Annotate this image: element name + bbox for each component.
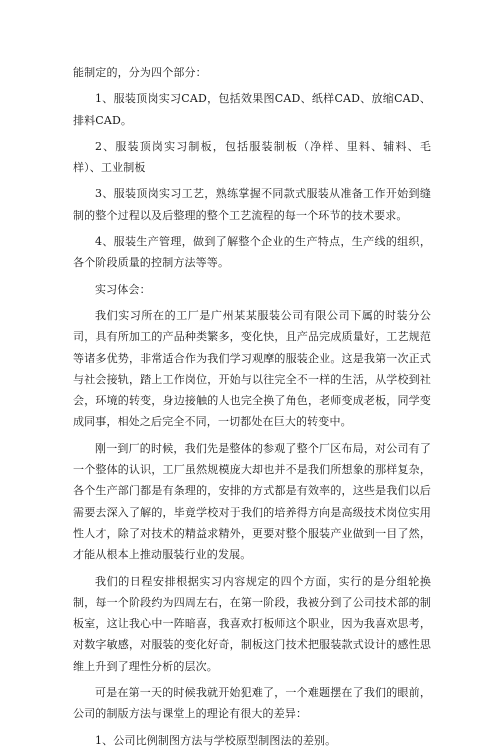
paragraph-schedule: 我们的日程安排根据实习内容规定的四个方面，实行的是分组轮换制，每一个阶段约为四周左右，在第一阶段，我被分到了公司技术部的制板室，这让我心中一阵暗喜，我喜欢打板师这个职业，因为我喜欢思考，对数字敏感，对服装的变化好奇，制板这门技术把服装款式设计的感性思维上升到了理性分析的层次。: [73, 574, 431, 673]
paragraph-item-management: 4、服装生产管理，做到了解整个企业的生产特点，生产线的组织，各个阶段质量的控制方法等等。: [73, 235, 431, 270]
paragraph-difference-1: 1、公司比例制图方法与学校原型制图法的差别。: [95, 733, 337, 747]
document-body: [73, 62, 431, 756]
paragraph-item-cad: 1、服装顶岗实习CAD，包括效果图CAD、纸样CAD、放缩CAD、排料CAD。: [73, 92, 431, 127]
paragraph-item-craft: 3、服装顶岗实习工艺，熟练掌握不同款式服装从准备工作开始到缝制的整个过程以及后整理的整个工艺流程的每一个环节的技术要求。: [73, 187, 431, 222]
paragraph-factory: 我们实习所在的工厂是广州某某服装公司有限公司下属的时装分公司，具有所加工的产品种类繁多，变化快，且产品完成质量好，工艺规范等诸多优势，非常适合作为我们学习观摩的服装企业。这是我第一次正式与社会接轨，踏上工作岗位，开始与以往完全不一样的生活，从学校到社会，环境的转变，身边接触的人也完全换了角色，老师变成老板，同学变成同事，相处之后完全不同，一切都处在巨大的转变中。: [73, 308, 431, 429]
paragraph-intro: 能制定的，分为四个部分：: [73, 66, 207, 79]
paragraph-difficulty: 可是在第一天的时候我就开始犯难了，一个难题摆在了我们的眼前，公司的制版方法与课堂上的理论有很大的差异：: [73, 686, 431, 721]
paragraph-arrival: 刚一到厂的时候，我们先是整体的参观了整个厂区布局，对公司有了一个整体的认识，工厂虽然规模庞大却也并不是我们所想象的那样复杂，各个生产部门都是有条理的，安排的方式都是有效率的，这些是我们以后需要去深入了解的，毕竟学校对于我们的培养得方向是高级技术岗位实用性人才，除了对技术的精益求精外，更要对整个服装产业做到一目了然，才能从根本上推动服装行业的发展。: [73, 441, 431, 562]
section-heading-experience: 实习体会：: [95, 282, 151, 296]
paragraph-item-pattern: 2、服装顶岗实习制板，包括服装制板（净样、里料、辅料、毛样）、工业制板: [73, 139, 431, 175]
